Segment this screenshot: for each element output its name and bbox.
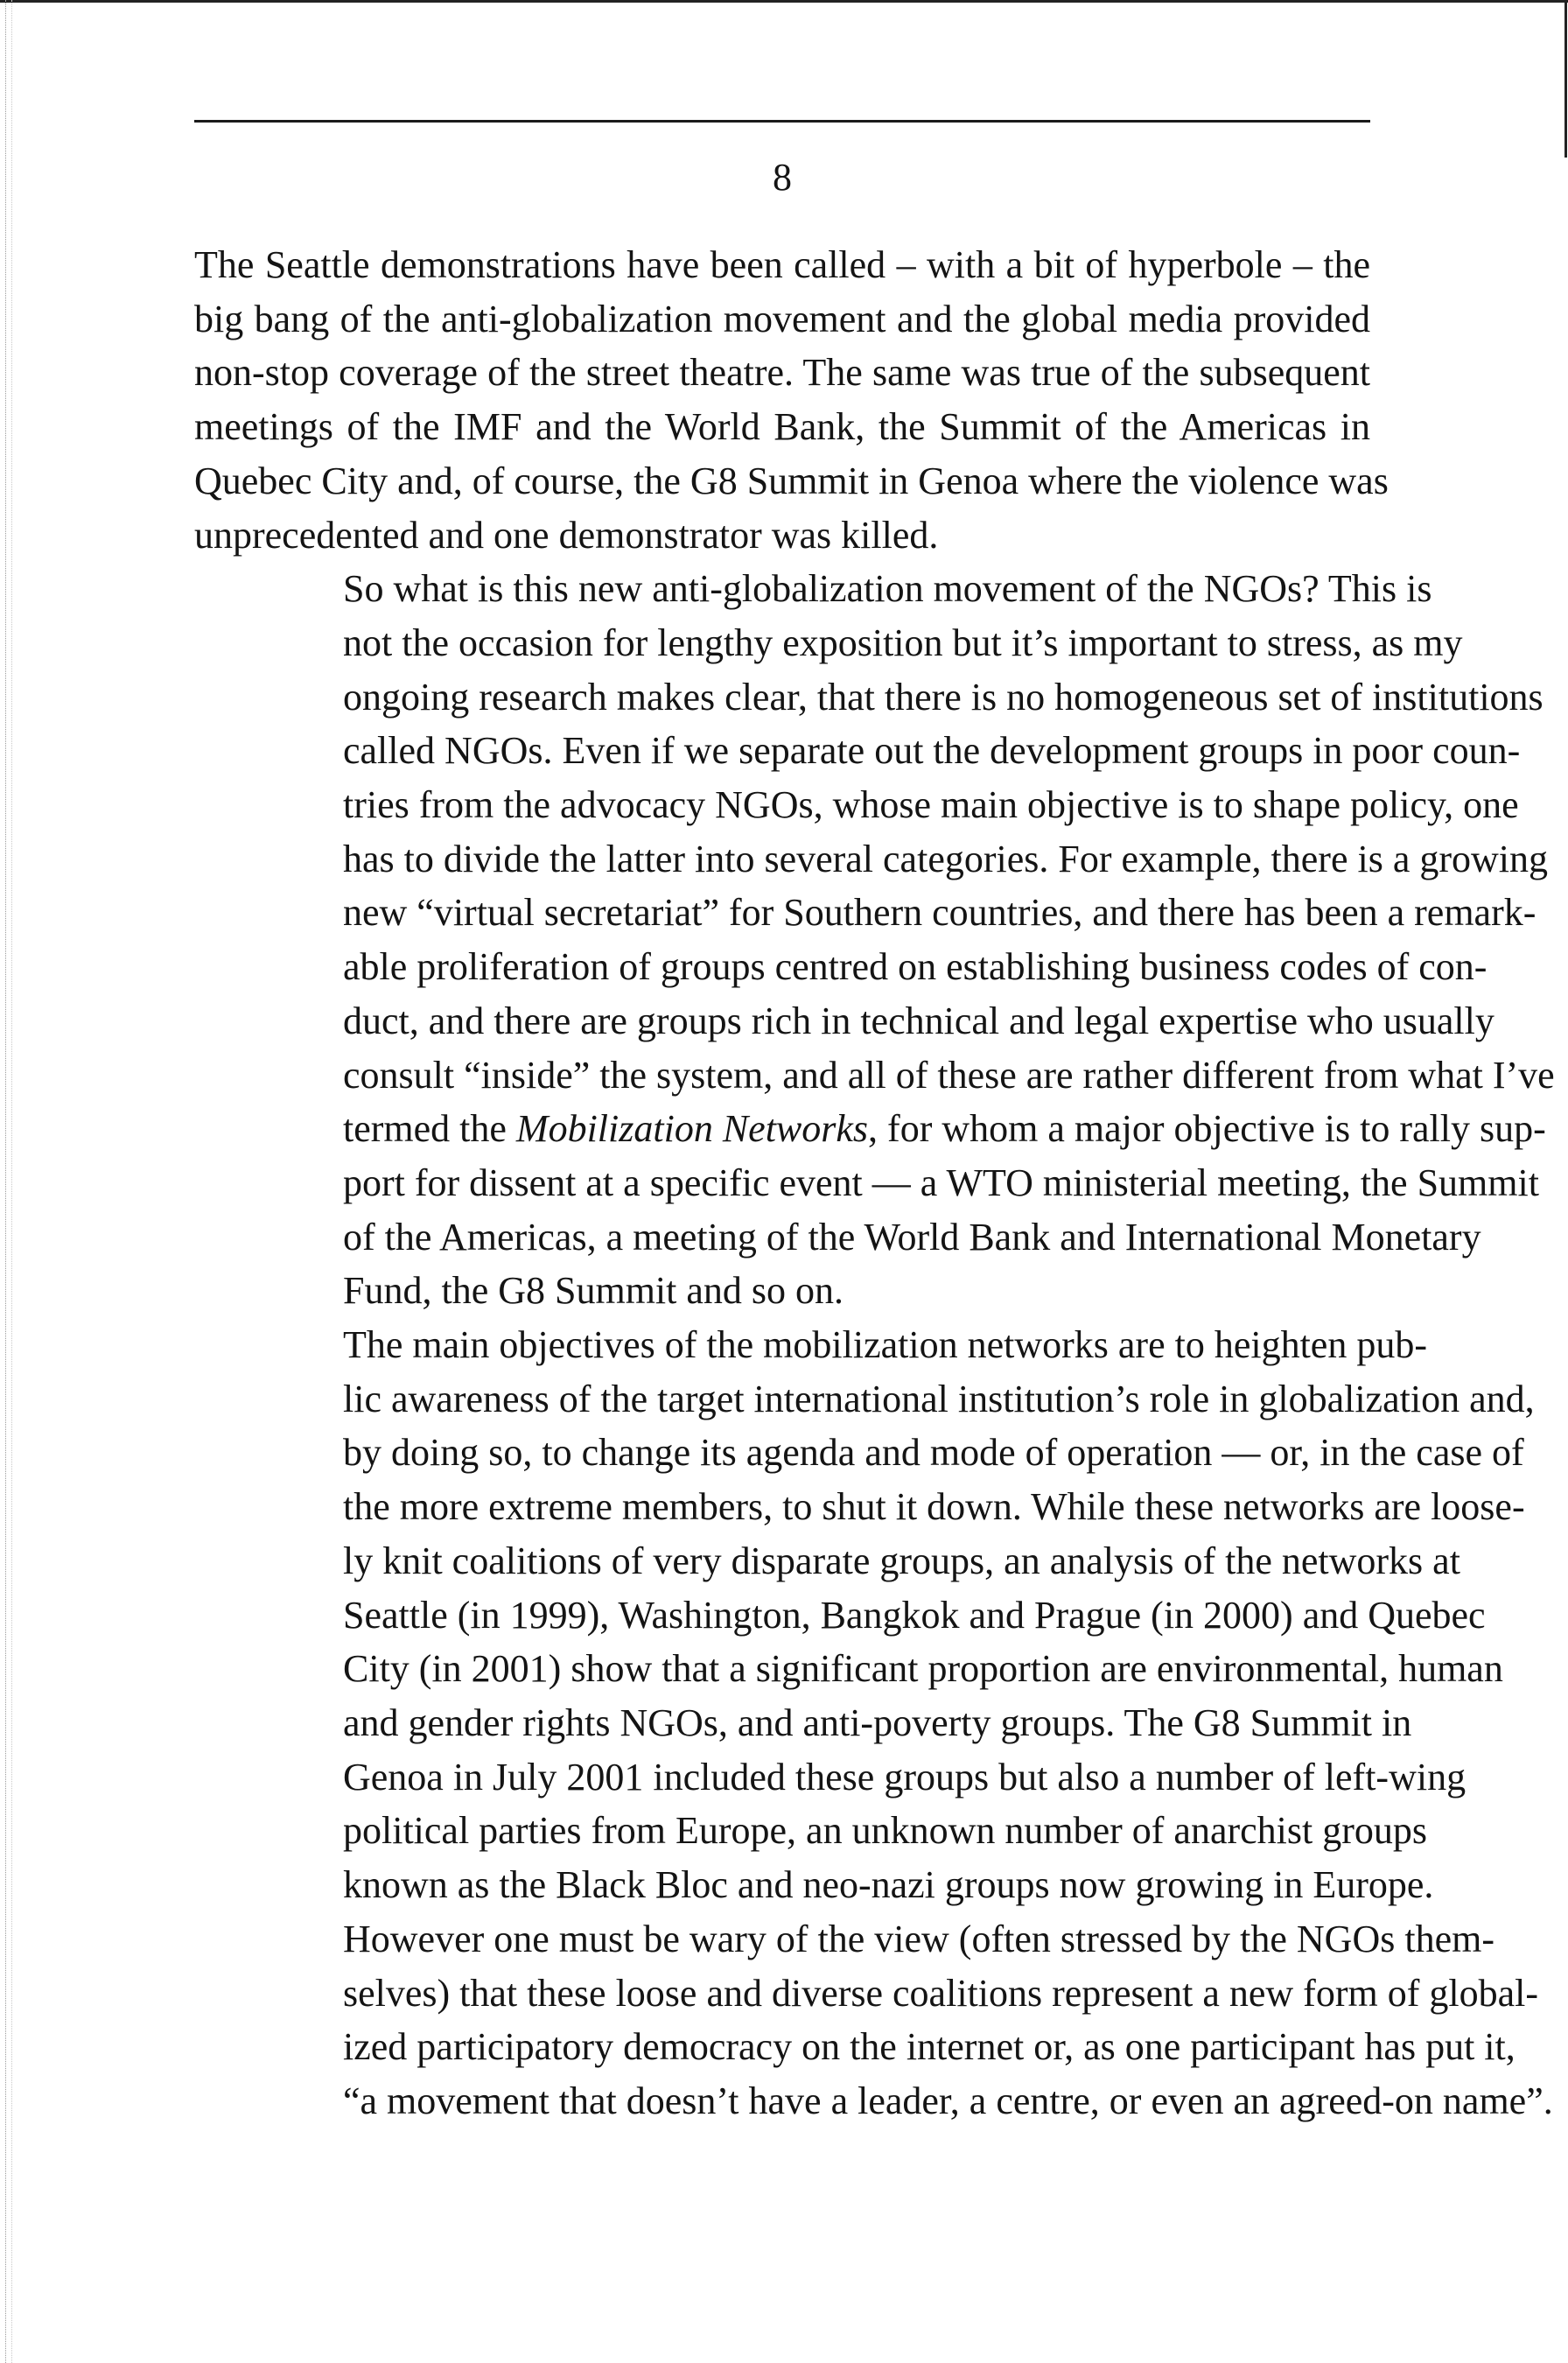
scan-left-edge [5, 0, 12, 2363]
text-line: known as the Black Bloc and neo-nazi groups now growing in Europe. [343, 1863, 1434, 1907]
text-line: and gender rights NGOs, and anti-poverty groups. The G8 Summit in [343, 1700, 1412, 1744]
text-line: So what is this new anti-globalization movement of the NGOs? This is [343, 567, 1432, 611]
header-rule [194, 120, 1370, 123]
text-line: new “virtual secretariat” for Southern countries, and there has been a remark- [343, 891, 1536, 935]
text-line: ized participatory democracy on the internet or, as one participant has put it, [343, 2025, 1516, 2069]
text-line: tries from the advocacy NGOs, whose main objective is to shape policy, one [343, 783, 1519, 827]
text-line: of the Americas, a meeting of the World Bank and International Monetary [343, 1215, 1481, 1259]
text-line: ly knit coalitions of very disparate groups, an analysis of the networks at [343, 1539, 1460, 1582]
paragraph-3 [194, 1318, 1553, 2128]
text-line: Fund, the G8 Summit and so on. [343, 1269, 844, 1313]
text-line: termed the Mobilization Networks, for whom a major objective is to rally sup- [343, 1107, 1546, 1151]
text-line: unprecedented and one demonstrator was killed. [194, 513, 939, 557]
text-line: “a movement that doesn’t have a leader, a centre, or even an agreed-on name”. [343, 2079, 1553, 2122]
text-line: City (in 2001) show that a significant proportion are environmental, human [343, 1647, 1503, 1691]
text-line: called NGOs. Even if we separate out the development groups in poor coun- [343, 729, 1521, 773]
text-line: port for dissent at a specific event — a WTO ministerial meeting, the Summit [343, 1160, 1539, 1204]
text-line: selves) that these loose and diverse coalitions represent a new form of global- [343, 1971, 1538, 2015]
text-line: has to divide the latter into several categories. For example, there is a growing [343, 837, 1548, 880]
text-line: consult “inside” the system, and all of these are rather different from what I’ve [343, 1053, 1555, 1097]
scan-right-edge [1564, 0, 1567, 158]
page-number: 8 [773, 156, 792, 199]
text-line: Quebec City and, of course, the G8 Summit in Genoa where the violence was [194, 459, 1389, 502]
text-line: lic awareness of the target international institution’s role in globalization and, [343, 1377, 1535, 1420]
text-line: The Seattle demonstrations have been called – with a bit of hyperbole – the [194, 243, 1370, 286]
text-line: Genoa in July 2001 included these groups but also a number of left-wing [343, 1755, 1466, 1799]
text-line: Seattle (in 1999), Washington, Bangkok and Prague (in 2000) and Quebec [343, 1593, 1486, 1637]
text-line: However one must be wary of the view (often stressed by the NGOs them- [343, 1917, 1494, 1960]
text-line: by doing so, to change its agenda and mode of operation — or, in the case of [343, 1431, 1524, 1475]
text-line: meetings of the IMF and the World Bank, the Summit of the Americas in [194, 405, 1370, 449]
italic-term: Mobilization Networks [515, 1107, 869, 1151]
text-line: not the occasion for lengthy exposition but it’s important to stress, as my [343, 621, 1463, 664]
text-line: able proliferation of groups centred on establishing business codes of con- [343, 945, 1488, 989]
text-line: political parties from Europe, an unknown number of anarchist groups [343, 1809, 1428, 1853]
text-line: The main objectives of the mobilization networks are to heighten pub- [343, 1323, 1427, 1367]
text-line: duct, and there are groups rich in technical and legal expertise who usually [343, 999, 1494, 1042]
paragraph-2 [194, 562, 1555, 1318]
body-text [194, 238, 1555, 2128]
text-line: ongoing research makes clear, that there is no homogeneous set of institutions [343, 675, 1544, 719]
text-line: non-stop coverage of the street theatre. The same was true of the subsequent [194, 351, 1370, 395]
text-line: the more extreme members, to shut it down. While these networks are loose- [343, 1485, 1525, 1529]
paragraph-1 [194, 238, 1389, 562]
text-line: big bang of the anti-globalization movement and the global media provided [194, 297, 1370, 340]
scan-top-edge [0, 0, 1568, 3]
